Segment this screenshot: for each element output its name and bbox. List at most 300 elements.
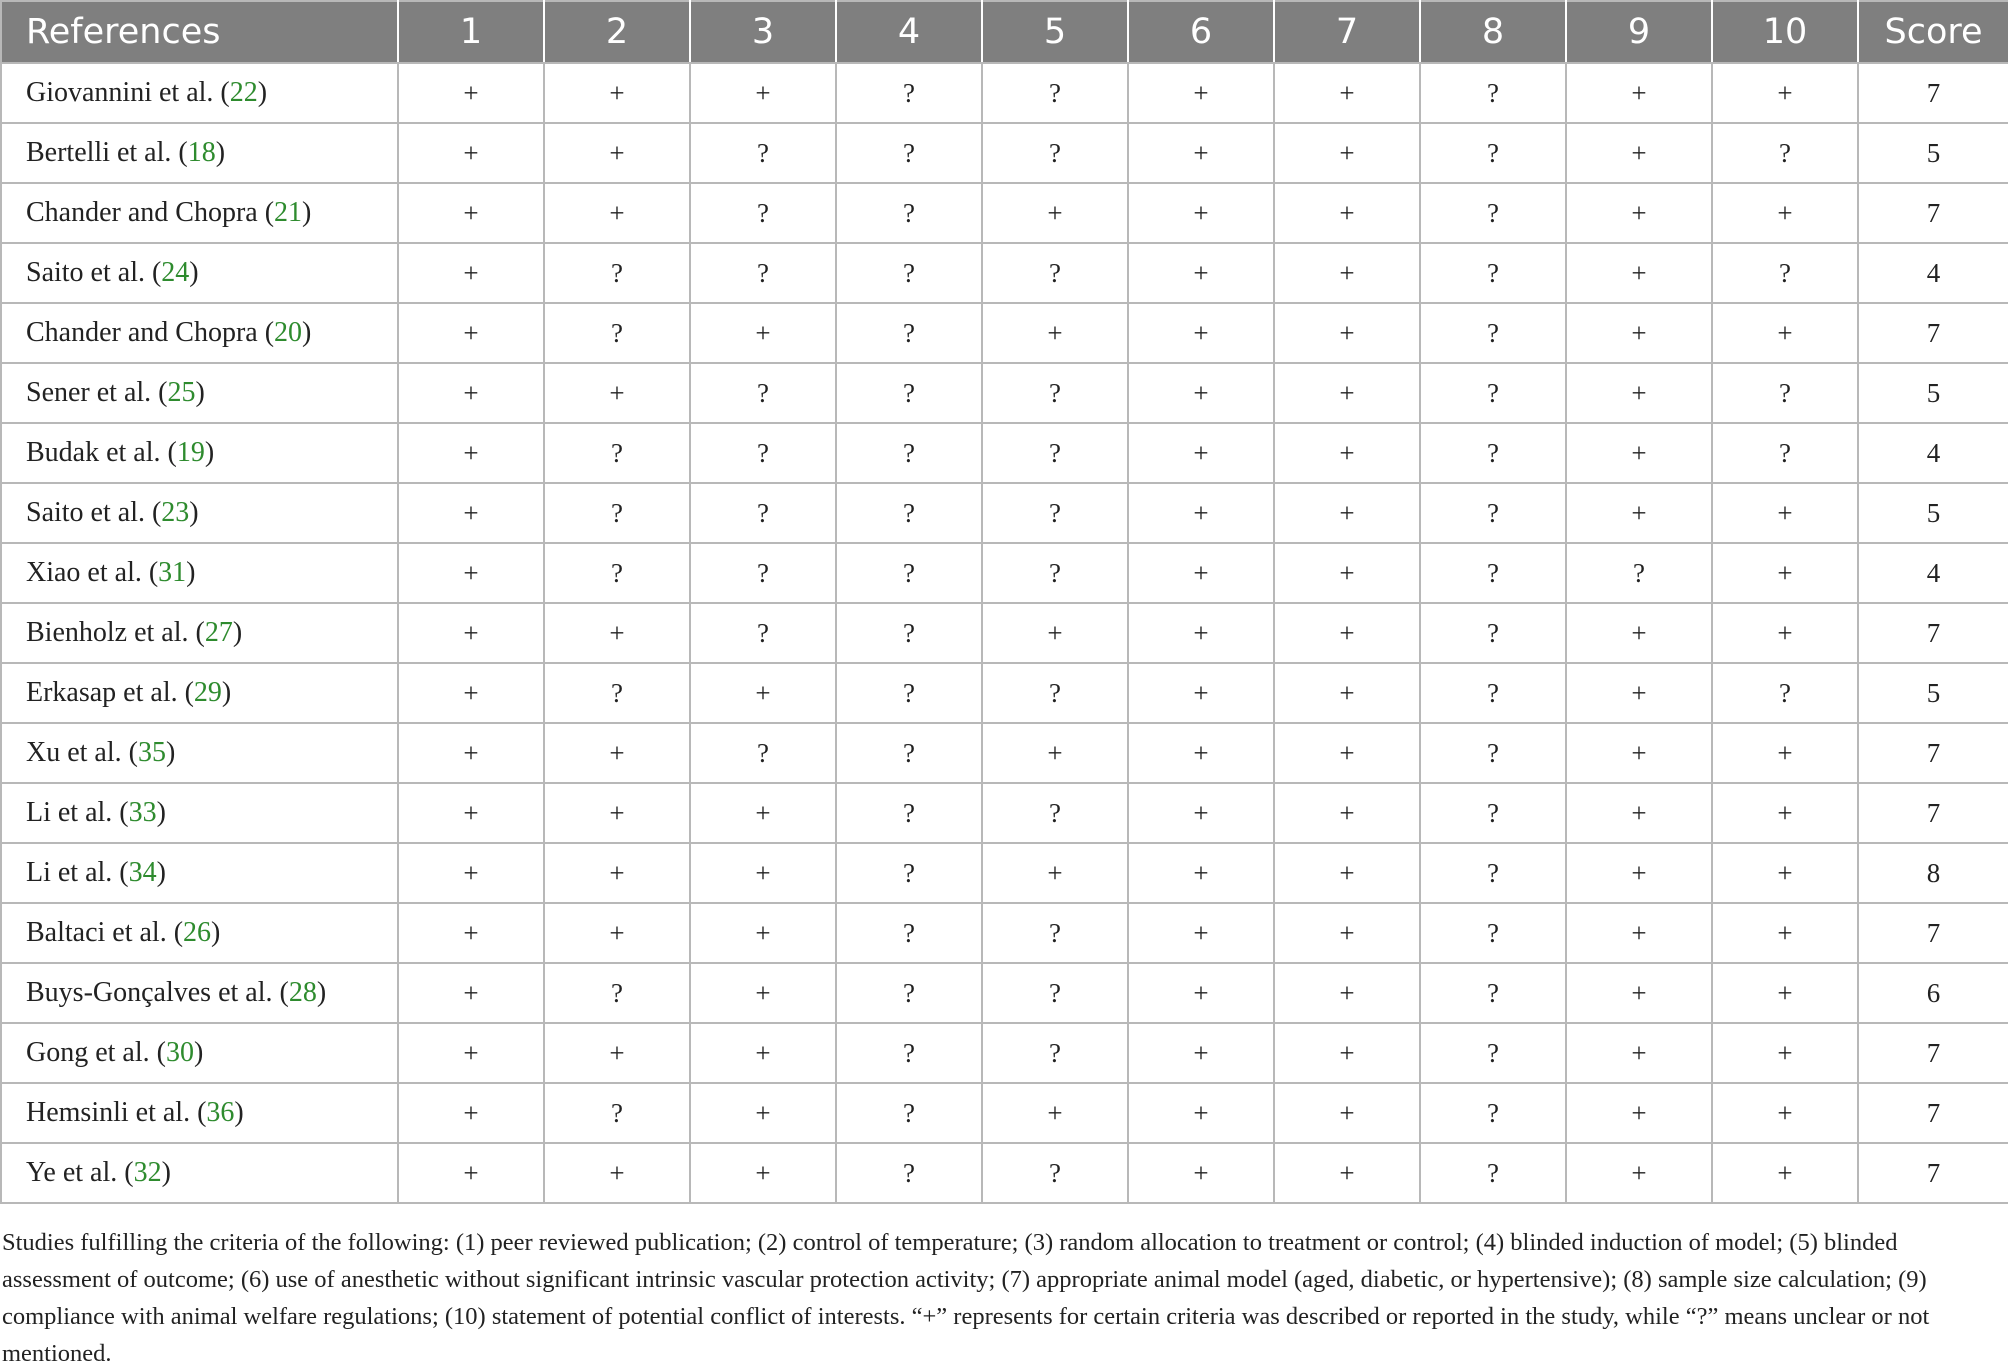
criterion-cell-5: + [982, 723, 1128, 783]
reference-cell [1, 363, 398, 423]
table-row [1, 1143, 2008, 1203]
criterion-cell-8: ? [1420, 903, 1566, 963]
criterion-cell-7: + [1274, 303, 1420, 363]
criterion-cell-8: ? [1420, 423, 1566, 483]
criterion-cell-4: ? [836, 183, 982, 243]
criterion-cell-10: + [1712, 303, 1858, 363]
criterion-cell-10: ? [1712, 123, 1858, 183]
reference-cell [1, 1023, 398, 1083]
reference-author: Li et al. ( [26, 857, 129, 888]
criterion-cell-8: ? [1420, 243, 1566, 303]
criterion-cell-9: + [1566, 963, 1712, 1023]
criterion-cell-10: ? [1712, 363, 1858, 423]
table-row [1, 543, 2008, 603]
criterion-cell-1: + [398, 243, 544, 303]
criterion-cell-10: + [1712, 483, 1858, 543]
citation-number: 28 [288, 977, 317, 1008]
criterion-cell-2: + [544, 783, 690, 843]
table-row [1, 123, 2008, 183]
citation-number: 35 [137, 737, 166, 768]
criterion-cell-4: ? [836, 783, 982, 843]
criterion-cell-1: + [398, 723, 544, 783]
criterion-cell-5: ? [982, 783, 1128, 843]
criterion-cell-2: + [544, 183, 690, 243]
reference-cell [1, 1143, 398, 1203]
criterion-cell-5: ? [982, 1143, 1128, 1203]
criterion-cell-3: ? [690, 603, 836, 663]
citation-number: 29 [193, 677, 222, 708]
criterion-cell-9: ? [1566, 543, 1712, 603]
criterion-cell-10: ? [1712, 663, 1858, 723]
reference-cell [1, 963, 398, 1023]
criterion-cell-9: + [1566, 303, 1712, 363]
reference-cell [1, 663, 398, 723]
criterion-cell-4: ? [836, 963, 982, 1023]
criterion-cell-2: + [544, 603, 690, 663]
criterion-cell-3: ? [690, 423, 836, 483]
criterion-cell-1: + [398, 1143, 544, 1203]
criterion-cell-3: + [690, 663, 836, 723]
header-references: References [1, 1, 398, 63]
score-cell: 6 [1858, 963, 2008, 1023]
criterion-cell-1: + [398, 843, 544, 903]
criterion-cell-7: + [1274, 183, 1420, 243]
header-score: Score [1858, 1, 2008, 63]
criterion-cell-4: ? [836, 663, 982, 723]
criterion-cell-7: + [1274, 363, 1420, 423]
criterion-cell-3: + [690, 903, 836, 963]
criterion-cell-3: + [690, 963, 836, 1023]
criterion-cell-9: + [1566, 243, 1712, 303]
citation-number: 20 [274, 317, 303, 348]
criterion-cell-5: ? [982, 243, 1128, 303]
criterion-cell-5: + [982, 843, 1128, 903]
criterion-cell-3: ? [690, 363, 836, 423]
header-criterion-6: 6 [1128, 1, 1274, 63]
criterion-cell-8: ? [1420, 483, 1566, 543]
criterion-cell-8: ? [1420, 603, 1566, 663]
criterion-cell-9: + [1566, 63, 1712, 123]
citation-close: ) [211, 917, 221, 948]
reference-cell [1, 603, 398, 663]
table-row [1, 423, 2008, 483]
table-row [1, 1083, 2008, 1143]
criterion-cell-6: + [1128, 423, 1274, 483]
criterion-cell-6: + [1128, 483, 1274, 543]
header-criterion-2: 2 [544, 1, 690, 63]
header-criterion-7: 7 [1274, 1, 1420, 63]
table-row [1, 303, 2008, 363]
criterion-cell-4: ? [836, 1023, 982, 1083]
criterion-cell-4: ? [836, 243, 982, 303]
criterion-cell-7: + [1274, 603, 1420, 663]
criterion-cell-8: ? [1420, 363, 1566, 423]
citation-close: ) [156, 857, 166, 888]
reference-author: Buys-Gonçalves et al. ( [26, 977, 289, 1008]
criterion-cell-3: + [690, 303, 836, 363]
criterion-cell-7: + [1274, 903, 1420, 963]
score-cell: 5 [1858, 363, 2008, 423]
criterion-cell-5: ? [982, 123, 1128, 183]
reference-cell [1, 543, 398, 603]
criterion-cell-3: ? [690, 183, 836, 243]
citation-close: ) [195, 377, 205, 408]
criterion-cell-6: + [1128, 363, 1274, 423]
table-row [1, 603, 2008, 663]
header-criterion-8: 8 [1420, 1, 1566, 63]
criterion-cell-2: ? [544, 543, 690, 603]
criterion-cell-10: + [1712, 183, 1858, 243]
table-header-row [1, 1, 2008, 63]
citation-close: ) [165, 737, 176, 768]
table-row [1, 63, 2008, 123]
score-cell: 5 [1858, 663, 2008, 723]
reference-cell [1, 903, 398, 963]
criterion-cell-10: + [1712, 1023, 1858, 1083]
criterion-cell-1: + [398, 903, 544, 963]
criterion-cell-4: ? [836, 483, 982, 543]
citation-close: ) [302, 317, 312, 348]
criterion-cell-7: + [1274, 663, 1420, 723]
criterion-cell-4: ? [836, 1083, 982, 1143]
criterion-cell-7: + [1274, 243, 1420, 303]
citation-number: 25 [167, 377, 196, 408]
criterion-cell-4: ? [836, 543, 982, 603]
score-cell: 5 [1858, 483, 2008, 543]
table-row [1, 843, 2008, 903]
criterion-cell-2: ? [544, 423, 690, 483]
criterion-cell-3: ? [690, 723, 836, 783]
reference-author: Gong et al. ( [26, 1037, 166, 1068]
criterion-cell-5: + [982, 603, 1128, 663]
table-row [1, 783, 2008, 843]
criterion-cell-1: + [398, 123, 544, 183]
criterion-cell-1: + [398, 183, 544, 243]
criterion-cell-8: ? [1420, 1143, 1566, 1203]
citation-number: 18 [187, 137, 216, 168]
citation-close: ) [257, 77, 268, 108]
criterion-cell-6: + [1128, 1083, 1274, 1143]
table-row [1, 963, 2008, 1023]
citation-close: ) [234, 1097, 244, 1128]
criterion-cell-2: ? [544, 303, 690, 363]
criterion-cell-2: + [544, 843, 690, 903]
criterion-cell-9: + [1566, 1143, 1712, 1203]
citation-close: ) [302, 197, 312, 228]
criterion-cell-9: + [1566, 603, 1712, 663]
criterion-cell-4: ? [836, 723, 982, 783]
criterion-cell-5: + [982, 1083, 1128, 1143]
criterion-cell-2: ? [544, 963, 690, 1023]
criterion-cell-8: ? [1420, 963, 1566, 1023]
criterion-cell-7: + [1274, 483, 1420, 543]
criterion-cell-2: + [544, 1143, 690, 1203]
score-cell: 7 [1858, 603, 2008, 663]
score-cell: 7 [1858, 303, 2008, 363]
criterion-cell-9: + [1566, 1083, 1712, 1143]
criterion-cell-8: ? [1420, 543, 1566, 603]
criterion-cell-6: + [1128, 963, 1274, 1023]
criterion-cell-7: + [1274, 783, 1420, 843]
criterion-cell-3: + [690, 1143, 836, 1203]
reference-cell [1, 483, 398, 543]
criterion-cell-2: + [544, 1023, 690, 1083]
criterion-cell-4: ? [836, 843, 982, 903]
criterion-cell-8: ? [1420, 63, 1566, 123]
criterion-cell-8: ? [1420, 783, 1566, 843]
criterion-cell-8: ? [1420, 843, 1566, 903]
citation-number: 27 [204, 617, 233, 648]
criterion-cell-3: + [690, 1083, 836, 1143]
criterion-cell-1: + [398, 1023, 544, 1083]
criterion-cell-2: ? [544, 243, 690, 303]
citation-close: ) [215, 137, 226, 168]
header-criterion-1: 1 [398, 1, 544, 63]
score-cell: 7 [1858, 1083, 2008, 1143]
criterion-cell-9: + [1566, 423, 1712, 483]
citation-number: 34 [128, 857, 157, 888]
criterion-cell-2: + [544, 123, 690, 183]
criterion-cell-10: + [1712, 963, 1858, 1023]
reference-cell [1, 723, 398, 783]
criterion-cell-7: + [1274, 123, 1420, 183]
criterion-cell-4: ? [836, 603, 982, 663]
table-row [1, 723, 2008, 783]
criterion-cell-4: ? [836, 123, 982, 183]
reference-author: Bienholz et al. ( [26, 617, 205, 648]
criterion-cell-6: + [1128, 183, 1274, 243]
criterion-cell-10: + [1712, 63, 1858, 123]
criterion-cell-8: ? [1420, 183, 1566, 243]
criterion-cell-7: + [1274, 543, 1420, 603]
criterion-cell-1: + [398, 603, 544, 663]
criterion-cell-2: ? [544, 1083, 690, 1143]
reference-author: Giovannini et al. ( [26, 77, 230, 108]
criterion-cell-5: ? [982, 663, 1128, 723]
score-cell: 7 [1858, 903, 2008, 963]
citation-close: ) [186, 557, 196, 588]
criterion-cell-2: + [544, 723, 690, 783]
criterion-cell-6: + [1128, 603, 1274, 663]
criterion-cell-1: + [398, 963, 544, 1023]
criterion-cell-7: + [1274, 63, 1420, 123]
criterion-cell-3: + [690, 63, 836, 123]
table-row [1, 363, 2008, 423]
citation-number: 19 [176, 437, 205, 468]
criterion-cell-6: + [1128, 303, 1274, 363]
reference-author: Budak et al. ( [26, 437, 177, 468]
criterion-cell-5: + [982, 183, 1128, 243]
criterion-cell-3: ? [690, 243, 836, 303]
criterion-cell-3: ? [690, 483, 836, 543]
criterion-cell-5: ? [982, 963, 1128, 1023]
citation-close: ) [156, 797, 166, 828]
reference-author: Hemsinli et al. ( [26, 1097, 207, 1128]
citation-close: ) [161, 1157, 171, 1188]
table-footnote: Studies fulfilling the criteria of the following: (1) peer reviewed publication; (2) control of temperature; (3) random allocation to treatment or control; (4) blinded induction of model; (5) blinded assessment of outcome; (6) use of anesthetic without significant intrinsic vascular protection activity; (7) appropriate animal model (aged, diabetic, or hypertensive); (8) sample size calculation; (9) compliance with animal welfare regulations; (10) statement of potential conflict of interests. “+” represents for certain criteria was described or reported in the study, while “?” means unclear or not mentioned. [2, 1229, 1930, 1367]
criterion-cell-8: ? [1420, 123, 1566, 183]
criterion-cell-10: + [1712, 603, 1858, 663]
reference-author: Sener et al. ( [26, 377, 168, 408]
criterion-cell-1: + [398, 363, 544, 423]
criterion-cell-5: ? [982, 1023, 1128, 1083]
criterion-cell-6: + [1128, 663, 1274, 723]
criterion-cell-9: + [1566, 723, 1712, 783]
reference-cell [1, 303, 398, 363]
criterion-cell-7: + [1274, 1023, 1420, 1083]
criterion-cell-9: + [1566, 483, 1712, 543]
criterion-cell-5: ? [982, 483, 1128, 543]
criterion-cell-10: + [1712, 543, 1858, 603]
criterion-cell-8: ? [1420, 723, 1566, 783]
table-row [1, 243, 2008, 303]
criterion-cell-1: + [398, 543, 544, 603]
citation-number: 24 [161, 257, 190, 288]
score-cell: 5 [1858, 123, 2008, 183]
reference-cell [1, 423, 398, 483]
criterion-cell-3: + [690, 1023, 836, 1083]
criterion-cell-9: + [1566, 903, 1712, 963]
criterion-cell-8: ? [1420, 663, 1566, 723]
score-cell: 7 [1858, 183, 2008, 243]
citation-close: ) [189, 257, 199, 288]
table-row [1, 903, 2008, 963]
reference-author: Baltaci et al. ( [26, 917, 184, 948]
criterion-cell-1: + [398, 483, 544, 543]
criterion-cell-3: + [690, 843, 836, 903]
criterion-cell-5: + [982, 303, 1128, 363]
criterion-cell-10: + [1712, 1083, 1858, 1143]
criterion-cell-8: ? [1420, 1083, 1566, 1143]
criterion-cell-1: + [398, 663, 544, 723]
criterion-cell-3: ? [690, 543, 836, 603]
score-cell: 4 [1858, 543, 2008, 603]
criterion-cell-4: ? [836, 303, 982, 363]
criterion-cell-5: ? [982, 63, 1128, 123]
criterion-cell-6: + [1128, 63, 1274, 123]
criterion-cell-7: + [1274, 843, 1420, 903]
header-criterion-5: 5 [982, 1, 1128, 63]
table-row [1, 1023, 2008, 1083]
score-cell: 7 [1858, 783, 2008, 843]
criterion-cell-2: ? [544, 663, 690, 723]
criterion-cell-3: ? [690, 123, 836, 183]
criterion-cell-10: ? [1712, 243, 1858, 303]
criterion-cell-4: ? [836, 1143, 982, 1203]
criterion-cell-1: + [398, 423, 544, 483]
citation-number: 23 [161, 497, 190, 528]
reference-author: Erkasap et al. ( [26, 677, 194, 708]
criterion-cell-10: + [1712, 1143, 1858, 1203]
citation-number: 22 [229, 77, 258, 108]
reference-cell [1, 783, 398, 843]
reference-cell [1, 123, 398, 183]
criterion-cell-4: ? [836, 363, 982, 423]
criterion-cell-9: + [1566, 663, 1712, 723]
criterion-cell-4: ? [836, 903, 982, 963]
header-criterion-3: 3 [690, 1, 836, 63]
citation-number: 32 [133, 1157, 162, 1188]
criterion-cell-1: + [398, 1083, 544, 1143]
criterion-cell-9: + [1566, 183, 1712, 243]
table-row [1, 483, 2008, 543]
criterion-cell-2: + [544, 903, 690, 963]
criterion-cell-2: + [544, 363, 690, 423]
reference-author: Saito et al. ( [26, 257, 162, 288]
criterion-cell-7: + [1274, 723, 1420, 783]
criterion-cell-10: + [1712, 783, 1858, 843]
criterion-cell-6: + [1128, 903, 1274, 963]
citation-number: 21 [274, 197, 303, 228]
table-row [1, 183, 2008, 243]
score-cell: 7 [1858, 63, 2008, 123]
citation-number: 33 [128, 797, 157, 828]
criterion-cell-7: + [1274, 963, 1420, 1023]
citation-number: 26 [183, 917, 212, 948]
criterion-cell-3: + [690, 783, 836, 843]
criterion-cell-7: + [1274, 1143, 1420, 1203]
score-cell: 8 [1858, 843, 2008, 903]
reference-author: Xu et al. ( [26, 737, 138, 768]
criterion-cell-10: + [1712, 843, 1858, 903]
reference-author: Xiao et al. ( [26, 557, 159, 588]
criterion-cell-4: ? [836, 63, 982, 123]
reference-cell [1, 63, 398, 123]
reference-cell [1, 243, 398, 303]
reference-author: Chander and Chopra ( [26, 317, 275, 348]
citation-close: ) [316, 977, 327, 1008]
citation-number: 36 [206, 1097, 235, 1128]
table-body [1, 63, 2008, 1203]
criterion-cell-1: + [398, 303, 544, 363]
reference-author: Saito et al. ( [26, 497, 162, 528]
criterion-cell-6: + [1128, 243, 1274, 303]
reference-author: Li et al. ( [26, 797, 129, 828]
table-row [1, 663, 2008, 723]
score-cell: 7 [1858, 723, 2008, 783]
score-cell: 4 [1858, 243, 2008, 303]
criterion-cell-9: + [1566, 1023, 1712, 1083]
criterion-cell-9: + [1566, 363, 1712, 423]
criterion-cell-6: + [1128, 123, 1274, 183]
criterion-cell-6: + [1128, 1023, 1274, 1083]
citation-number: 30 [165, 1037, 194, 1068]
citation-close: ) [204, 437, 215, 468]
criterion-cell-9: + [1566, 123, 1712, 183]
citation-close: ) [232, 617, 243, 648]
criterion-cell-10: + [1712, 903, 1858, 963]
criterion-cell-6: + [1128, 1143, 1274, 1203]
criterion-cell-6: + [1128, 783, 1274, 843]
header-criterion-4: 4 [836, 1, 982, 63]
score-cell: 7 [1858, 1023, 2008, 1083]
reference-cell [1, 183, 398, 243]
citation-close: ) [189, 497, 199, 528]
citation-close: ) [221, 677, 232, 708]
reference-author: Bertelli et al. ( [26, 137, 188, 168]
reference-cell [1, 1083, 398, 1143]
criterion-cell-7: + [1274, 423, 1420, 483]
criterion-cell-1: + [398, 63, 544, 123]
criterion-cell-9: + [1566, 843, 1712, 903]
criterion-cell-9: + [1566, 783, 1712, 843]
criterion-cell-6: + [1128, 843, 1274, 903]
criterion-cell-2: ? [544, 483, 690, 543]
reference-cell [1, 843, 398, 903]
criterion-cell-10: ? [1712, 423, 1858, 483]
reference-author: Chander and Chopra ( [26, 197, 275, 228]
score-cell: 7 [1858, 1143, 2008, 1203]
